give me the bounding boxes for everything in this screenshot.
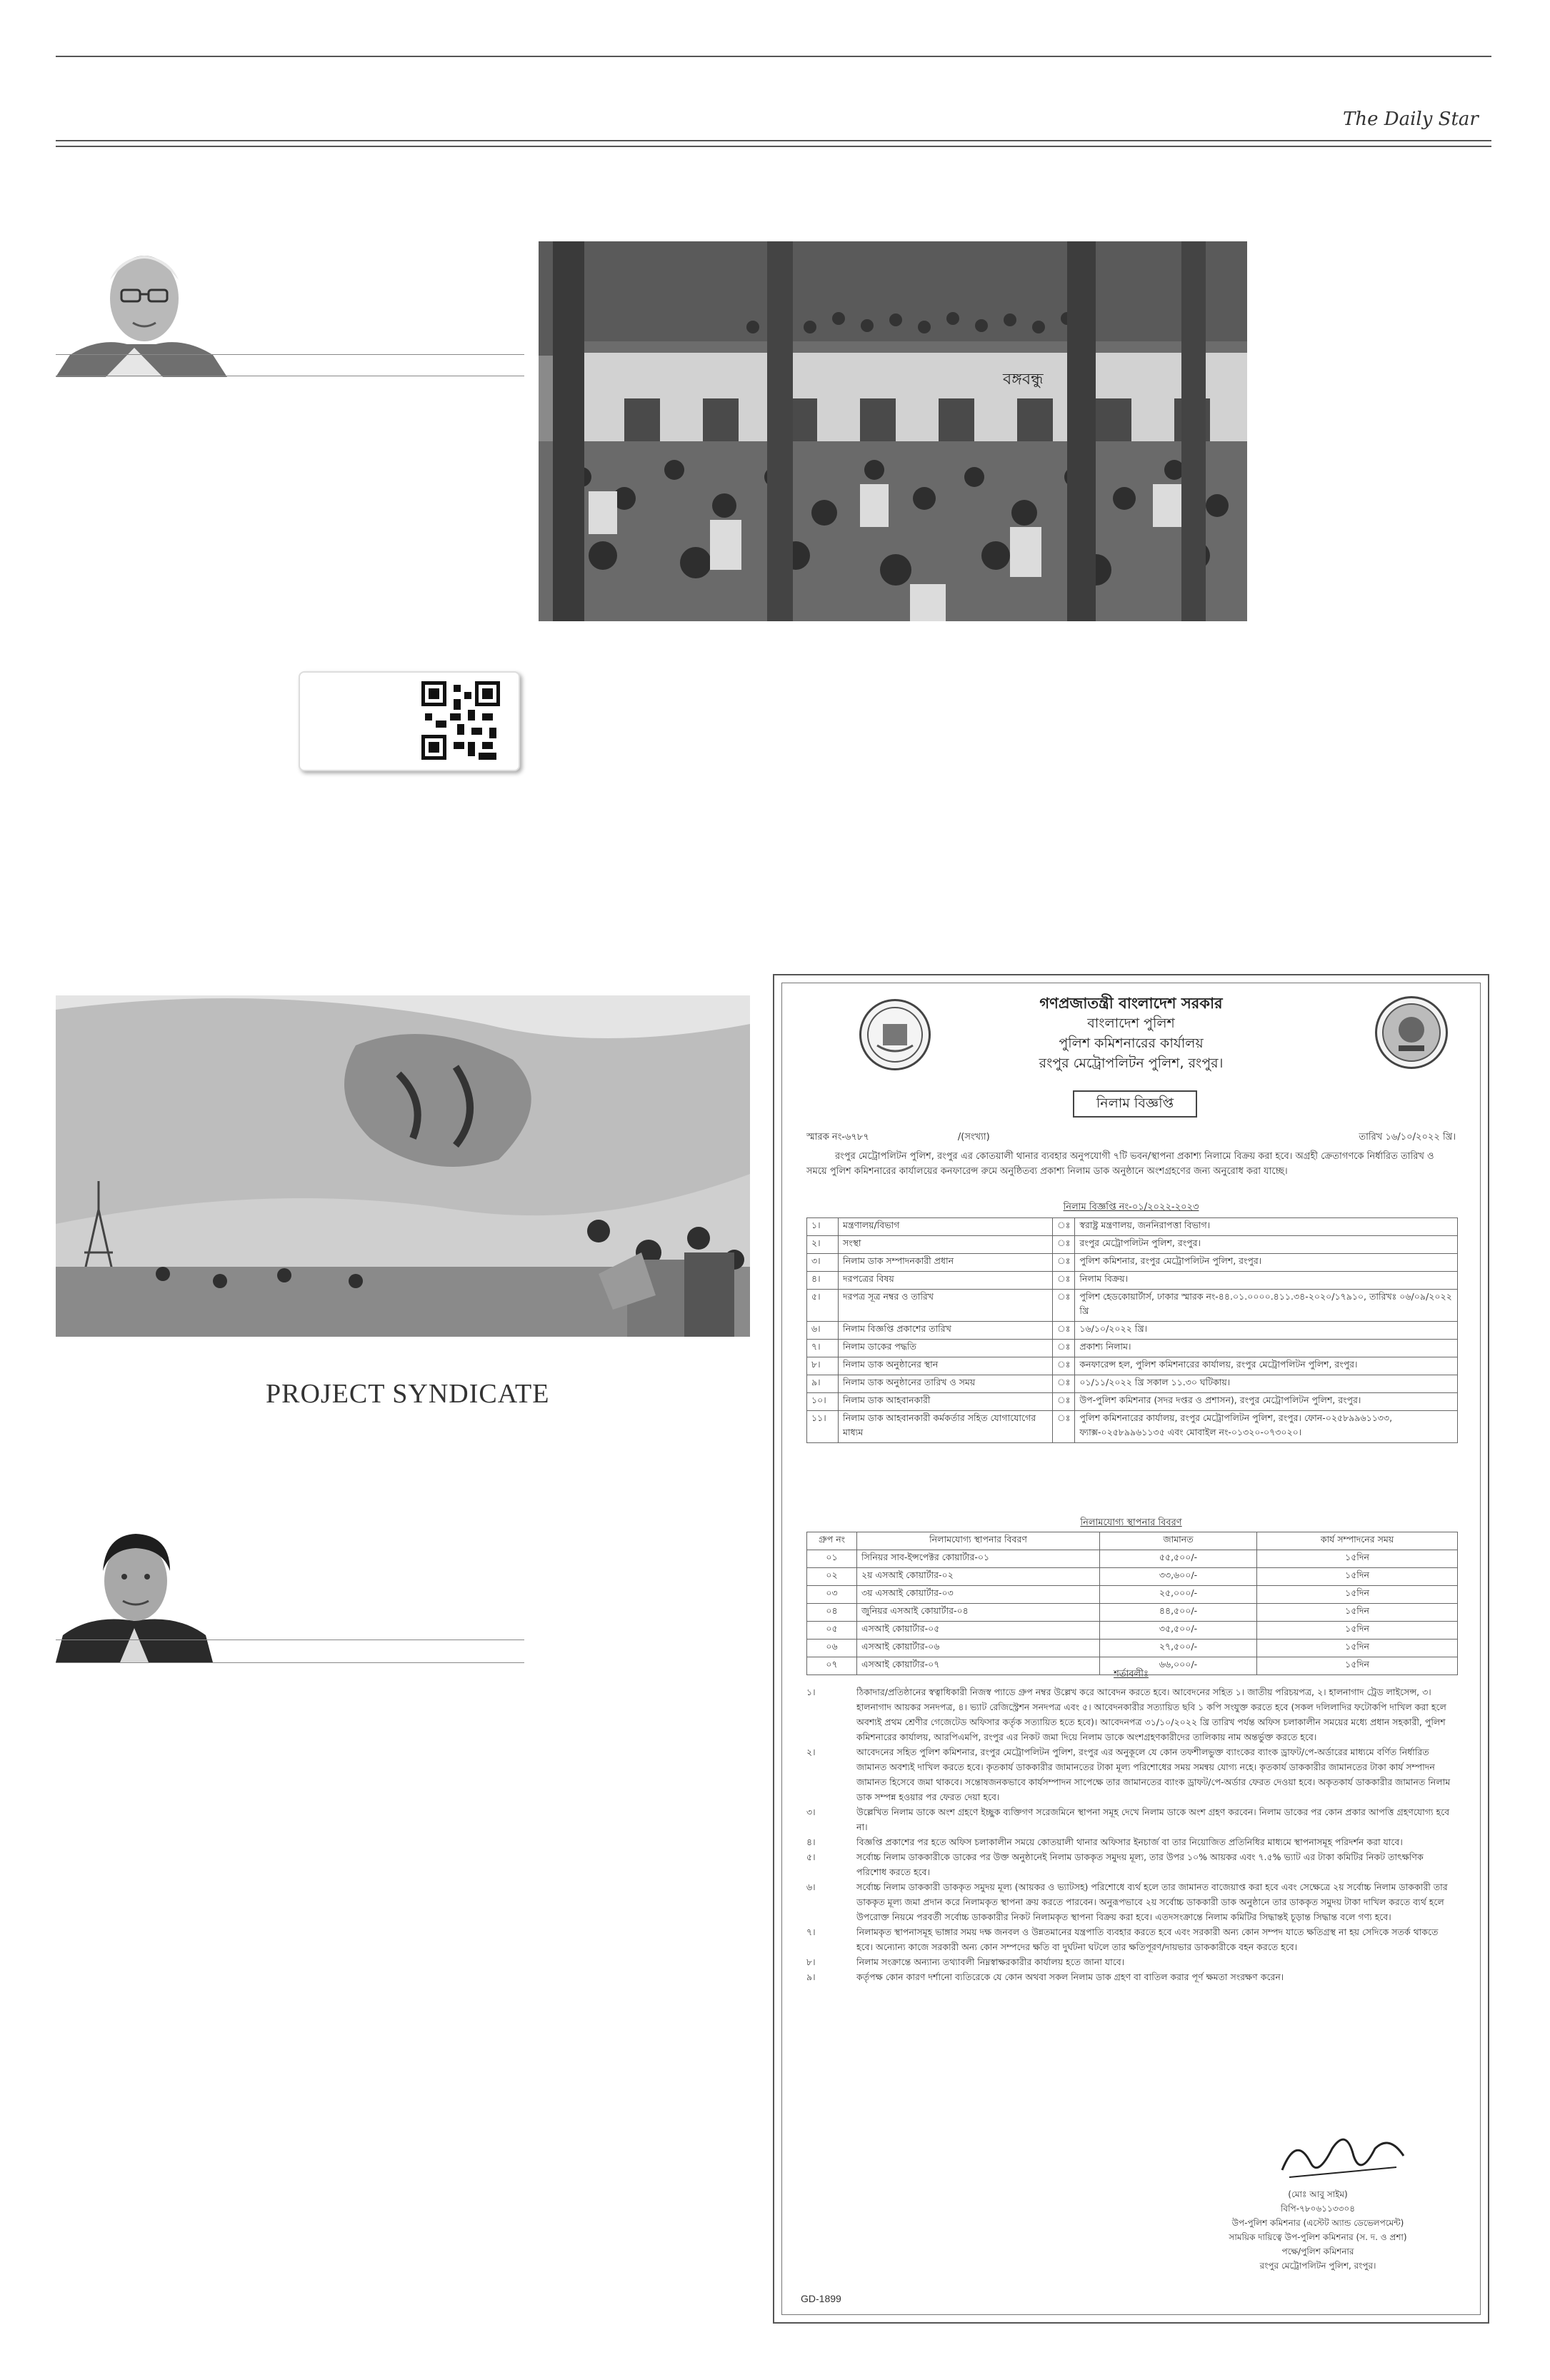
term-item [806,1744,1456,1804]
info-label: সংস্থা [839,1236,1053,1254]
term-number: ৩। [806,1807,816,1817]
info-label: নিলাম ডাক আহবানকারী [839,1393,1053,1411]
term-item [806,1849,1456,1879]
qr-code-icon [421,681,500,760]
items-header-time: কার্য সম্পাদনের সময় [1257,1532,1458,1550]
item-group-no: ০৬ [807,1640,857,1657]
info-label: নিলাম বিজ্ঞপ্তি প্রকাশের তারিখ [839,1322,1053,1340]
items-header-deposit: জামানত [1100,1532,1257,1550]
info-sep: ঃ [1053,1375,1075,1393]
info-no: ৩। [807,1254,839,1272]
item-description: জুনিয়র এসআই কোয়ার্টার-০৪ [857,1604,1100,1622]
info-no: ৮। [807,1357,839,1375]
info-value: কনফারেন্স হল, পুলিশ কমিশনারের কার্যালয়, রংপুর মেট্রোপলিটন পুলিশ, রংপুর। [1075,1357,1458,1375]
memo-number [806,1130,990,1145]
signatory-name: (মোঃ আবু সাইম) [1288,2189,1348,2199]
auction-item-row [807,1640,1458,1657]
item-time: ১৫দিন [1257,1622,1458,1640]
info-label: নিলাম ডাক অনুষ্ঠানের তারিখ ও সময় [839,1375,1053,1393]
item-group-no: ০১ [807,1550,857,1568]
columnist-photo-2 [56,1521,213,1662]
item-description: ২য় এসআই কোয়ার্টার-০২ [857,1568,1100,1586]
info-label: নিলাম ডাক সম্পাদনকারী প্রধান [839,1254,1053,1272]
info-row [807,1290,1458,1322]
masthead-rule-2 [56,146,1491,147]
info-no: ১১। [807,1411,839,1443]
term-item [806,1969,1456,1984]
item-time: ১৫দিন [1257,1657,1458,1675]
info-value: নিলাম বিক্রয়। [1075,1272,1458,1290]
notice-subtitle: নিলাম বিজ্ঞপ্তি নং-০১/২০২২-২০২৩ [1063,1202,1199,1212]
info-sep: ঃ [1053,1393,1075,1411]
term-number: ৬। [806,1882,816,1892]
info-no: ৯। [807,1375,839,1393]
signature-image [1268,2127,1411,2184]
crowd-photo-top [539,241,1247,621]
term-item [806,1804,1456,1834]
signatory-line-2: সাময়িক দায়িত্বে উপ-পুলিশ কমিশনার (স. দ. ও প্রশা) [1229,2232,1407,2242]
term-number: ৪। [806,1837,816,1847]
project-syndicate-logo [266,1378,549,1410]
term-text: সর্বোচ্চ নিলাম ডাককারীকে ডাকের পর উক্ত অনুষ্ঠানেই নিলাম ডাককৃত সমুদয় মূল্য, তার উপর ১০% আয়কর এবং ৭.৫% ভ্যাট এর টাকা কমিটির নিকট তাৎক্ষণিক পরিশোধ করতে হবে। [856,1852,1424,1877]
info-no: ৪। [807,1272,839,1290]
item-time: ১৫দিন [1257,1640,1458,1657]
items-header-desc: নিলামযোগ্য স্থাপনার বিবরণ [857,1532,1100,1550]
info-sep: ঃ [1053,1411,1075,1443]
term-item [806,1879,1456,1924]
term-number: ৫। [806,1852,816,1862]
item-deposit: ৫৫,৫০০/- [1100,1550,1257,1568]
items-caption: নিলামযোগ্য স্থাপনার বিবরণ [1080,1517,1182,1528]
info-sep: ঃ [1053,1272,1075,1290]
notice-info-table [806,1217,1458,1443]
top-rule [56,56,1491,57]
info-label: মন্ত্রণালয়/বিভাগ [839,1218,1053,1236]
signatory-bp: বিপি-৭৮০৬১১৩৩০৪ [1281,2204,1355,2214]
info-value: রংপুর মেট্রোপলিটন পুলিশ, রংপুর। [1075,1236,1458,1254]
banner-text: বঙ্গবন্ধু [1003,371,1044,388]
item-description: সিনিয়র সাব-ইন্সপেক্টর কোয়ার্টার-০১ [857,1550,1100,1568]
info-label: নিলাম ডাক আহবানকারী কর্মকর্তার সহিত যোগাযোগের মাধ্যম [839,1411,1053,1443]
term-text: কর্তৃপক্ষ কোন কারণ দর্শানো ব্যতিরেকে যে কোন অথবা সকল নিলাম ডাক গ্রহণ বা বাতিল করার পূর্ণ ক্ষমতা সংরক্ষণ করেন। [856,1972,1284,1982]
term-text: আবেদনের সহিত পুলিশ কমিশনার, রংপুর মেট্রোপলিটন পুলিশ, রংপুর এর অনুকূলে যে কোন তফশীলভুক্ত ব্যাংকের ব্যাংক ড্রাফট/পে-অর্ডারের মাধ্যমে বর্ণিত নির্ধারিত জামানত অবশ্যই দাখিল করতে হবে। কৃতকার্য ডাককারীর জামানতের টাকা মূল্য পরিশোধের সময় সমন্বয় যোগ্য নহে। কৃতকার্য ডাককারীর জামানতের টাকা কার্য সম্পাদন জামানত হিসেবে জমা থাকবে। সন্তোষজনকভাবে কার্যসম্পাদন সাপেক্ষে তার জামানতের ব্যাংক ড্রাফট/পে-অর্ডার ফেরত দেওয়া হবে। অকৃতকার্য ডাককারীর জামানত নিলাম ডাক সম্পন্ন হওয়ার পর ফেরত দেয়া হবে। [856,1747,1451,1802]
memo-number-text: স্মারক নং-৬৭৮৭ [806,1132,869,1143]
info-row [807,1375,1458,1393]
notice-title [1073,1090,1197,1118]
auction-items-table [806,1532,1458,1675]
item-deposit: ৬৬,০০০/- [1100,1657,1257,1675]
item-deposit: ৩৩,৬০০/- [1100,1568,1257,1586]
term-number: ১। [806,1687,816,1697]
item-time: ১৫দিন [1257,1568,1458,1586]
info-sep: ঃ [1053,1290,1075,1322]
term-number: ৮। [806,1957,816,1967]
term-text: ঠিকাদার/প্রতিষ্ঠানের স্বত্বাধিকারী নিজস্ব প্যাডে গ্রুপ নম্বর উল্লেখ করে আবেদন করতে হবে। আবেদনের সহিত ১। জাতীয় পরিচয়পত্র, ২। হালনাগাদ ট্রেড লাইসেন্স, ৩। হালনাগাদ আয়কর সনদপত্র, ৪। ভ্যাট রেজিস্ট্রেশন সনদপত্র এবং ৫। আবেদনকারীর সত্যায়িত ছবি ১ কপি সংযুক্ত করতে হবে (সকল দলিলাদির ফটোকপি দাখিল করা হলে অবশ্যই প্রথম শ্রেণীর গেজেটেড অফিসার কর্তৃক সত্যায়িত হতে হবে)। আবেদনপত্র ৩১/১০/২০২২ খ্রি তারিখ পর্যন্ত অফিস চলাকালীন সময়ের মধ্যে প্রধান সহকারী, পুলিশ কমিশনারের কার্যালয়, আরপিএমপি, রংপুর এর নিকট জমা দিয়ে নিলাম ডাকে অংশগ্রহণকারীদের তালিকায় নাম অন্তর্ভুক্ত করতে হবে। [856,1687,1446,1742]
info-value: প্রকাশ্য নিলাম। [1075,1340,1458,1357]
term-text: নিলাম সংক্রান্তে অন্যান্য তথ্যাবলী নিম্নস্বাক্ষরকারীর কার্যালয় হতে জানা যাবে। [856,1957,1125,1967]
columnist-2-rule-b [56,1662,524,1663]
item-time: ১৫দিন [1257,1586,1458,1604]
info-row [807,1322,1458,1340]
info-value: ১৬/১০/২০২২ খ্রি। [1075,1322,1458,1340]
rally-flag-photo [56,995,750,1337]
term-text: বিজ্ঞপ্তি প্রকাশের পর হতে অফিস চলাকালীন সময়ে কোতয়ালী থানার অফিসার ইনচার্জ বা তার নিয়োজিত প্রতিনিধির মাধ্যমে স্থাপনাসমূহ পরিদর্শন করা যাবে। [856,1837,1403,1847]
auction-notice [773,974,1489,2324]
item-time: ১৫দিন [1257,1550,1458,1568]
item-group-no: ০২ [807,1568,857,1586]
item-description: এসআই কোয়ার্টার-০৬ [857,1640,1100,1657]
project-syndicate-label: PROJECT SYNDICATE [266,1379,550,1409]
item-time: ১৫দিন [1257,1604,1458,1622]
info-row [807,1272,1458,1290]
term-item [806,1684,1456,1744]
term-number: ৯। [806,1972,816,1982]
auction-item-row [807,1568,1458,1586]
info-sep: ঃ [1053,1236,1075,1254]
item-group-no: ০৩ [807,1586,857,1604]
signatory-line-1: উপ-পুলিশ কমিশনার (এস্টেট অ্যান্ড ডেভেলপমেন্ট) [1231,2218,1404,2228]
info-label: নিলাম ডাকের পদ্ধতি [839,1340,1053,1357]
terms-title: শর্তাবলীঃ [1114,1669,1149,1679]
signatory-line-4: রংপুর মেট্রোপলিটন পুলিশ, রংপুর। [1259,2261,1376,2271]
info-row [807,1218,1458,1236]
item-group-no: ০৪ [807,1604,857,1622]
notice-title-text: নিলাম বিজ্ঞপ্তি [1096,1095,1174,1111]
info-sep: ঃ [1053,1357,1075,1375]
signatory-line-3: পক্ষে/পুলিশ কমিশনার [1281,2246,1354,2256]
info-sep: ঃ [1053,1218,1075,1236]
items-header-group: গ্রুপ নং [807,1532,857,1550]
info-label: দরপত্রের বিষয় [839,1272,1053,1290]
term-item [806,1924,1456,1954]
item-description: এসআই কোয়ার্টার-০৫ [857,1622,1100,1640]
auction-item-row [807,1586,1458,1604]
auction-item-row [807,1622,1458,1640]
info-label: নিলাম ডাক অনুষ্ঠানের স্থান [839,1357,1053,1375]
item-deposit: ৩৫,৫০০/- [1100,1622,1257,1640]
info-row [807,1254,1458,1272]
gd-number: GD-1899 [801,2293,841,2304]
notice-header-2: বাংলাদেশ পুলিশ [1087,1015,1175,1031]
info-row [807,1340,1458,1357]
info-sep: ঃ [1053,1340,1075,1357]
info-no: ১। [807,1218,839,1236]
item-deposit: ২৭,৫০০/- [1100,1640,1257,1657]
term-text: সর্বোচ্চ নিলাম ডাককারী ডাককৃত সমুদয় মূল্য (আয়কর ও ভ্যাটসহ) পরিশোধে ব্যর্থ হলে তার জামানত বাজেয়াপ্ত করা হবে এবং সেক্ষেত্রে ২য় সর্বোচ্চ নিলাম ডাককারী তার ডাককৃত মূল্য জমা প্রদান করে নিলামকৃত স্থাপনা ক্রয় করতে পারবেন। অনুরূপভাবে ২য় সর্বোচ্চ ডাককারী ডাক অনুষ্ঠানে তার ডাককৃত সমুদয় টাকা দাখিল করতে ব্যর্থ হলে উপরোক্ত নিয়মে পরবর্তী সর্বোচ্চ ডাককারীর নিকট নিলামকৃত স্থাপনা বিক্রয় করা হবে। এতদসংক্রান্তে নিলাম কমিটির সিদ্ধান্তই চূড়ান্ত সিদ্ধান্ত বলে গণ্য হবে। [856,1882,1448,1922]
auction-notice-frame [781,983,1481,2315]
masthead-logo: The Daily Star [1343,109,1479,130]
info-sep: ঃ [1053,1254,1075,1272]
notice-intro: রংপুর মেট্রোপলিটন পুলিশ, রংপুর এর কোতয়ালী থানার ব্যবহার অনুপযোগী ৭টি ভবন/স্থাপনা প্রকাশ্য নিলামে বিক্রয় করা হবে। অগ্রহী ক্রেতাগণকে নির্ধারিত তারিখ ও সময়ে পুলিশ কমিশনারের কার্যালয়ের কনফারেন্স রুমে অনুষ্ঠিতব্য প্রকাশ্য নিলাম ডাক অনুষ্ঠানে অংশগ্রহণের জন্য অনুরোধ করা যাচ্ছে। [806,1151,1434,1177]
info-no: ৭। [807,1340,839,1357]
masthead-rule-1 [56,140,1491,141]
qr-code-box[interactable] [299,671,520,771]
notice-header-3: পুলিশ কমিশনারের কার্যালয় [1059,1035,1204,1051]
terms-list [806,1684,1456,1984]
item-description: এসআই কোয়ার্টার-০৭ [857,1657,1100,1675]
info-value: পুলিশ কমিশনারের কার্যালয়, রংপুর মেট্রোপলিটন পুলিশ, রংপুর। ফোন-০২৫৮৯৯৬১১৩৩, ফ্যাক্স-০২৫৮৯৯৬১১৩৫ এবং মোবাইল নং-০১৩২০-০৭৩০২০। [1075,1411,1458,1443]
term-text: নিলামকৃত স্থাপনাসমূহ ভাঙ্গার সময় দক্ষ জনবল ও উন্নতমানের যন্ত্রপাতি ব্যবহার করতে হবে এবং সরকারী অন্য কোন সম্পদ যাতে ক্ষতিগ্রস্থ না হয় সেদিকে সতর্ক থাকতে হবে। অন্যোন্য কাজে সরকারী অন্য কোন সম্পদের ক্ষতি বা দুর্ঘটনা ঘটলে তার ক্ষতিপূরণ/দায়ভার ডাককারীকে বহন করতে হবে। [856,1927,1439,1952]
columnist-1-rule-a [56,354,524,355]
memo-number-suffix: /(সংখ্যা) [957,1132,990,1143]
item-description: ৩য় এসআই কোয়ার্টার-০৩ [857,1586,1100,1604]
info-label: দরপত্র সূত্র নম্বর ও তারিখ [839,1290,1053,1322]
item-deposit: ২৫,০০০/- [1100,1586,1257,1604]
term-item [806,1834,1456,1849]
info-row [807,1236,1458,1254]
item-group-no: ০৫ [807,1622,857,1640]
auction-item-row [807,1550,1458,1568]
info-row [807,1411,1458,1443]
info-row [807,1357,1458,1375]
info-value: স্বরাষ্ট্র মন্ত্রণালয়, জননিরাপত্তা বিভাগ। [1075,1218,1458,1236]
term-text: উল্লেখিত নিলাম ডাকে অংশ গ্রহণে ইচ্ছুক ব্যক্তিগণ সরেজমিনে স্থাপনা সমূহ দেখে নিলাম ডাকে অংশ গ্রহণ করবেন। নিলাম ডাকের পর কোন প্রকার আপত্তি গ্রহণযোগ্য হবে না। [856,1807,1450,1832]
info-value: পুলিশ কমিশনার, রংপুর মেট্রোপলিটন পুলিশ, রংপুর। [1075,1254,1458,1272]
info-no: ২। [807,1236,839,1254]
info-row [807,1393,1458,1411]
term-number: ৭। [806,1927,816,1937]
term-item [806,1954,1456,1969]
notice-header-1: গণপ্রজাতন্ত্রী বাংলাদেশ সরকার [1039,995,1223,1012]
item-deposit: ৪৪,৫০০/- [1100,1604,1257,1622]
info-sep: ঃ [1053,1322,1075,1340]
info-no: ১০। [807,1393,839,1411]
signature-block [1182,2187,1454,2273]
info-value: ০১/১১/২০২২ খ্রি সকাল ১১.৩০ ঘটিকায়। [1075,1375,1458,1393]
info-no: ৫। [807,1290,839,1322]
info-no: ৬। [807,1322,839,1340]
info-value: পুলিশ হেডকোয়ার্টার্স, ঢাকার স্মারক নং-৪৪.০১.০০০০.৪১১.৩৪-২০২০/১৭৯১০, তারিখঃ ০৬/০৯/২০২২ খ্রি [1075,1290,1458,1322]
term-number: ২। [806,1747,816,1757]
notice-date: তারিখ ১৬/১০/২০২২ খ্রি। [1359,1132,1456,1143]
item-group-no: ০৭ [807,1657,857,1675]
notice-header-4: রংপুর মেট্রোপলিটন পুলিশ, রংপুর। [1039,1055,1224,1071]
auction-item-row [807,1604,1458,1622]
columnist-photo-1 [56,230,227,377]
info-value: উপ-পুলিশ কমিশনার (সদর দপ্তর ও প্রশাসন), রংপুর মেট্রোপলিটন পুলিশ, রংপুর। [1075,1393,1458,1411]
